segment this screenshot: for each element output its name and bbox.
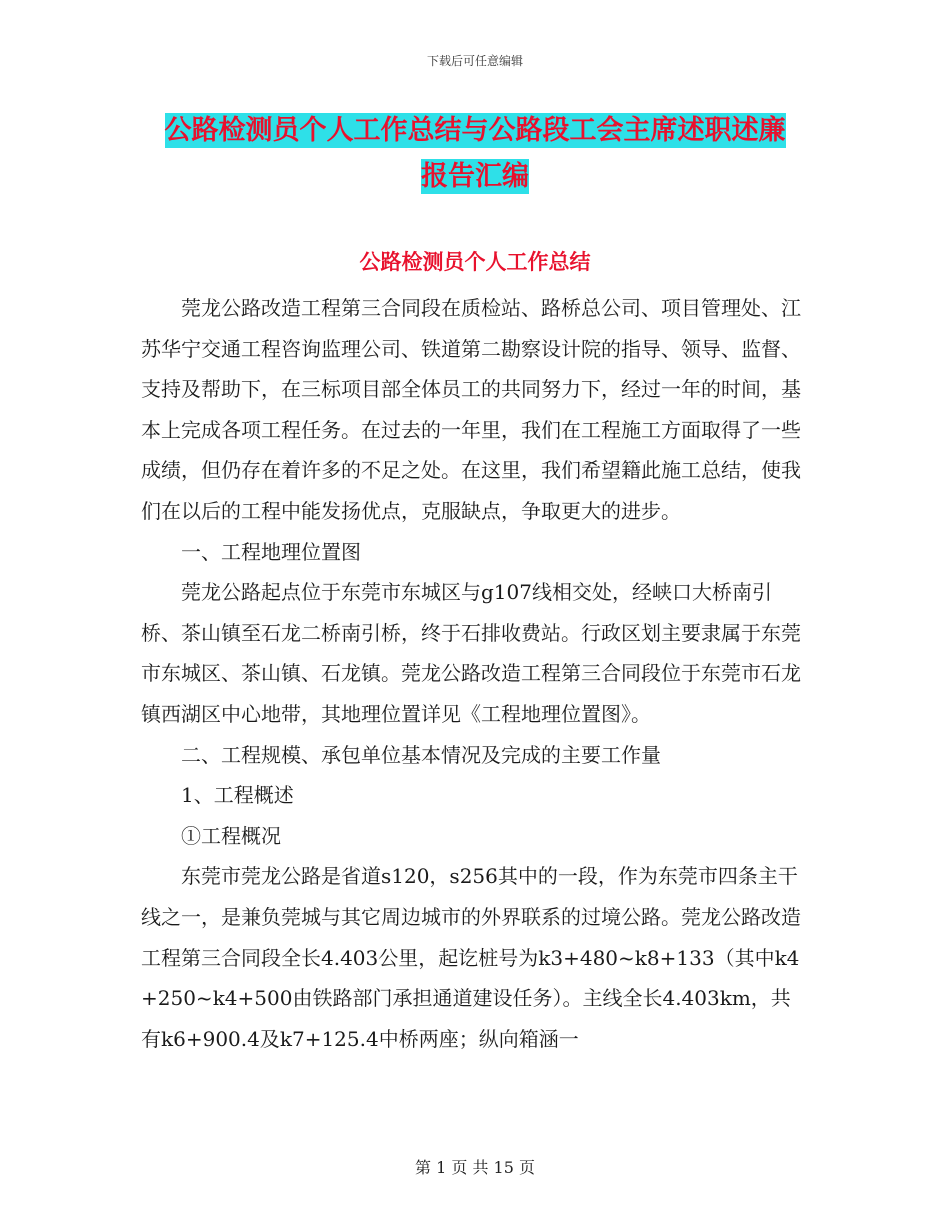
heading-overview: 1、工程概述 (181, 783, 294, 808)
body-text (141, 288, 809, 1059)
total-pages: 15 (493, 1158, 514, 1177)
paragraph-overview: 东莞市莞龙公路是省道s120，s256其中的一段，作为东莞市四条主干线之一，是兼负莞城与其它周边城市的外界联系的过境公路。莞龙公路改造工程第三合同段全长4.403公里，起讫桩号为k3+480~k8+133（其中k4+250~k4+500由铁路部门承担通道建设任务）。主线全长4.403km，共有k6+900.4及k7+125.4中桥两座；纵向箱涵一 (141, 864, 801, 1051)
heading-overview-detail: ①工程概况 (181, 823, 281, 848)
page-footer (0, 1155, 950, 1178)
heading-scale: 二、工程规模、承包单位基本情况及完成的主要工作量 (181, 742, 661, 767)
page-label-suffix: 页 (519, 1158, 536, 1177)
page-label-prefix: 第 (414, 1158, 431, 1177)
paragraph-intro: 莞龙公路改造工程第三合同段在质检站、路桥总公司、项目管理处、江苏华宁交通工程咨询监理公司、铁道第二勘察设计院的指导、领导、监督、支持及帮助下，在三标项目部全体员工的共同努力下，经过一年的时间，基本上完成各项工程任务。在过去的一年里，我们在工程施工方面取得了一些成绩，但仍存在着许多的不足之处。在这里，我们希望籍此施工总结，使我们在以后的工程中能发扬优点，克服缺点，争取更大的进步。 (141, 296, 801, 523)
document-title-line2: 报告汇编 (421, 161, 529, 192)
page-label-mid: 页 共 (451, 1158, 489, 1177)
header-note: 下载后可任意编辑 (426, 54, 523, 68)
paragraph-location: 莞龙公路起点位于东莞市东城区与g107线相交处，经峡口大桥南引桥、茶山镇至石龙二桥南引桥，终于石排收费站。行政区划主要隶属于东莞市东城区、茶山镇、石龙镇。莞龙公路改造工程第三合同段位于东莞市石龙镇西湖区中心地带，其地理位置详见《工程地理位置图》。 (141, 580, 801, 726)
section-title: 公路检测员个人工作总结 (359, 250, 591, 274)
document-title (0, 108, 950, 200)
heading-location: 一、工程地理位置图 (181, 539, 361, 564)
document-title-line1: 公路检测员个人工作总结与公路段工会主席述职述廉 (164, 115, 786, 146)
page-number: 1 (436, 1158, 447, 1177)
